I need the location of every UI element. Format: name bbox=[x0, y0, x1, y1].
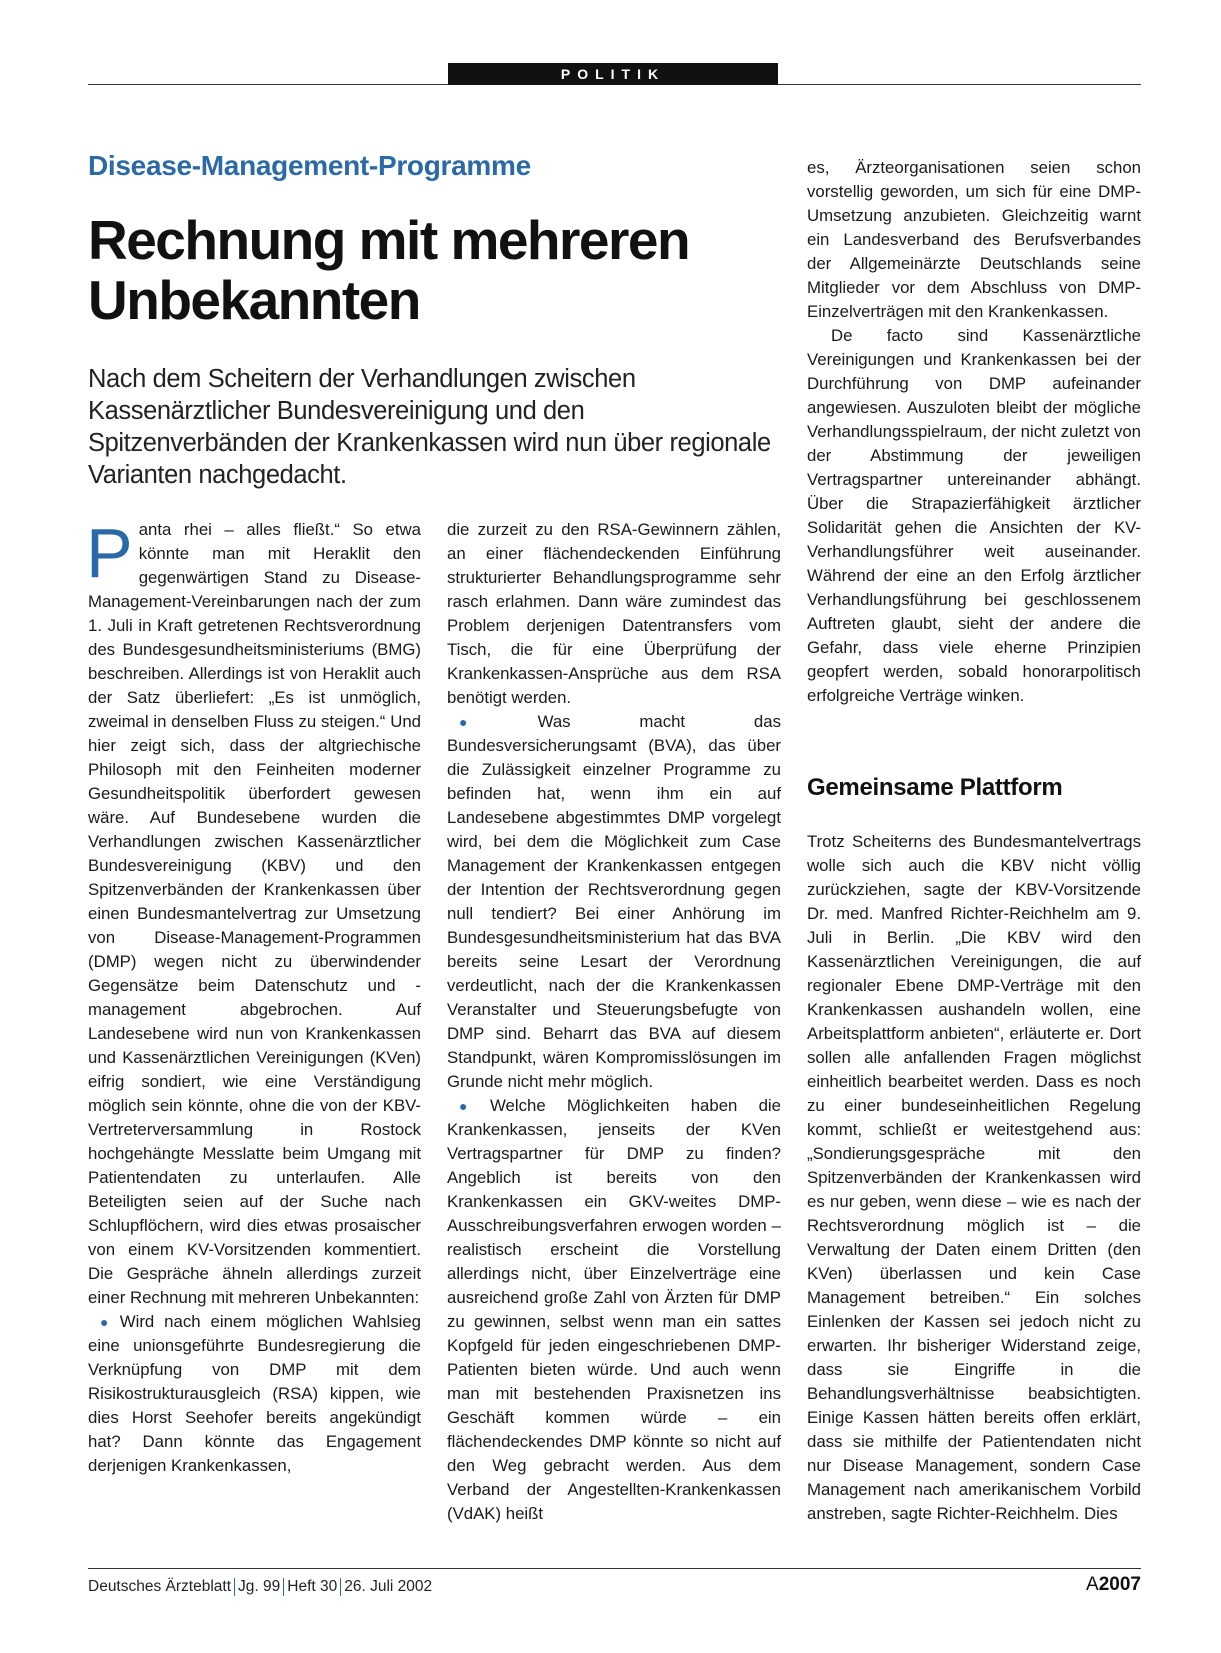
footer-rule bbox=[88, 1568, 1141, 1569]
volume: Jg. 99 bbox=[238, 1578, 281, 1596]
section-tag: POLITIK bbox=[448, 63, 778, 85]
paragraph-text: Wird nach einem möglichen Wahlsieg eine unionsgeführte Bundesregierung die Verknüpfung von DMP mit dem Risikostrukturausgleich (RSA) kippen, wie dies Horst Seehofer bereits angekündigt hat? Dann könnte das Engagement derjenigen Krankenkassen, bbox=[88, 1312, 421, 1475]
article-column-1 bbox=[86, 514, 421, 1478]
paragraph: De facto sind Kassenärztliche Vereinigungen und Krankenkassen bei der Durchführung von DMP aufeinander angewiesen. Auszuloten bleibt der mögliche Verhandlungsspielraum, der nicht zuletzt von der Abstimmung der jeweiligen Vertragspartner untereinander abhängt. Über die Strapazierfähigkeit ärztlicher Solidarität gehen die Ansichten der KV-Verhandlungsführer weit auseinander. Während der eine an den Erfolg ärztlicher Verhandlungsführung bei geschlossenem Auftreten glaubt, sieht der andere die Gefahr, dass viele eherne Prinzipien geopfert werden, sobald honorarpolitisch erfolgreiche Verträge winken. bbox=[807, 326, 1141, 705]
paragraph: Trotz Scheiterns des Bundesmantelvertrags wolle sich auch die KBV nicht völlig zurückziehen, sagte der KBV-Vorsitzende Dr. med. Manfred Richter-Reichhelm am 9. Juli in Berlin. „Die KBV wird den Kassenärztlichen Vereinigungen, die auf regionaler Ebene DMP-Verträge mit den Krankenkassen aushandeln wollen, eine Arbeitsplattform anbieten“, erläuterte er. Dort sollen alle anfallenden Fragen möglichst einheitlich bearbeitet werden. Dass es noch zu einer bundeseinheitlichen Regelung kommt, schließt er weitestgehend aus: „Sondierungsgespräche mit den Spitzenverbänden der Krankenkassen wird es nur geben, wenn diese – wie es nach der Rechtsverordnung möglich ist – die Verwaltung der Daten einem Dritten (den KVen) überlassen und kein Case Management betreiben.“ Ein solches Einlenken der Kassen sei jedoch nicht zu erwarten. Ihr bisheriger Widerstand zeige, dass sie Eingriffe in die Behandlungsverhältnisse beabsichtigten. Einige Kassen hätten bereits offen erklärt, dass sie mithilfe der Patientendaten nicht nur Disease Management, sondern Case Management nach amerikanischem Vorbild anstreben, sagte Richter-Reichhelm. Dies bbox=[807, 832, 1141, 1523]
paragraph bbox=[86, 514, 421, 1310]
bullet-paragraph bbox=[447, 1094, 781, 1526]
article-column-3-bottom bbox=[807, 830, 1141, 1526]
bullet-dot-icon: ● bbox=[100, 1314, 114, 1330]
page-number-value: 2007 bbox=[1098, 1574, 1141, 1595]
separator bbox=[234, 1578, 235, 1596]
bullet-dot-icon: ● bbox=[459, 1098, 485, 1114]
page-prefix: A bbox=[1086, 1574, 1099, 1595]
bullet-dot-icon: ● bbox=[459, 714, 532, 730]
article-lead: Nach dem Scheitern der Verhandlungen zwischen Kassenärztlicher Bundesvereinigung und den Spitzenverbänden der Krankenkassen wird nun über regionale Varianten nachgedacht. bbox=[88, 365, 771, 489]
paragraph-text: Welche Möglichkeiten haben die Krankenkassen, jenseits der KVen Vertragspartner für DMP zu finden? Angeblich ist bereits von den Krankenkassen ein GKV-weites DMP-Ausschreibungsverfahren erwogen worden – realistisch erscheint die Vorstellung allerdings nicht, über Einzelverträge eine ausreichend große Zahl von Ärzten für DMP zu gewinnen, selbst wenn man ein sattes Kopfgeld für jeden eingeschriebenen DMP-Patienten bieten würde. Und auch wenn man mit bestehenden Praxisnetzen ins Geschäft kommen würde – ein flächendeckendes DMP könnte so nicht auf den Weg gebracht werden. Aus dem Verband der Angestellten-Krankenkassen (VdAK) heißt bbox=[447, 1096, 781, 1523]
page-number bbox=[1086, 1574, 1141, 1596]
paragraph: es, Ärzteorganisationen seien schon vorstellig geworden, um sich für eine DMP-Umsetzung anzubieten. Gleichzeitig warnt ein Landesverband des Berufsverbandes der Allgemeinärzte Deutschlands seine Mitglieder vor dem Abschluss von DMP-Einzelverträgen mit den Krankenkassen. bbox=[807, 158, 1141, 321]
article-column-2 bbox=[447, 518, 781, 1526]
article-headline: Rechnung mit mehreren Unbekannten bbox=[88, 209, 690, 331]
article-column-3-top bbox=[807, 156, 1141, 708]
subheading: Gemeinsame Plattform bbox=[807, 774, 1063, 801]
separator bbox=[340, 1578, 341, 1596]
footer-citation bbox=[88, 1578, 432, 1596]
paragraph-text: anta rhei – alles fließt.“ So etwa könnte man mit Heraklit den gegenwärtigen Stand zu Disease-Management-Vereinbarungen nach der zum 1. Juli in Kraft getretenen Rechtsverordnung des Bundesgesundheitsministeriums (BMG) beschreiben. Allerdings ist von Heraklit auch der Satz überliefert: „Es ist unmöglich, zweimal in denselben Fluss zu steigen.“ Und hier zeigt sich, dass der altgriechische Philosoph mit den Feinheiten moderner Gesundheitspolitik überfordert gewesen wäre. Auf Bundesebene wurden die Verhandlungen zwischen Kassenärztlicher Bundesvereinigung (KBV) und den Spitzenverbänden der Krankenkassen über einen Bundesmantelvertrag zur Umsetzung von Disease-Management-Programmen (DMP) wegen nicht zu überwindender Gegensätze beim Datenschutz und -management abgebrochen. Auf Landesebene wird nun von Krankenkassen und Kassenärztlichen Vereinigungen (KVen) eifrig sondiert, wie eine Verständigung möglich sein könnte, ohne die von der KBV-Vertreterversammlung in Rostock hochgehängte Messlatte beim Umgang mit Patientendaten zu unterlaufen. Alle Beteiligten seien auf der Suche nach Schlupflöchern, wird dies etwas prosaischer von einem KV-Vorsitzenden kommentiert. Die Gespräche ähneln allerdings zurzeit einer Rechnung mit mehreren Unbekannten: bbox=[88, 520, 421, 1307]
bullet-paragraph bbox=[447, 710, 781, 1094]
paragraph-text: Was macht das Bundesversicherungsamt (BVA), das über die Zulässigkeit einzelner Programme zu befinden hat, wenn ihm ein auf Landesebene abgestimmtes DMP vorgelegt wird, bei dem die Möglichkeit zum Case Management der Krankenkassen entgegen der Intention der Rechtsverordnung gegen null tendiert? Bei einer Anhörung im Bundesgesundheitsministerium hat das BVA bereits seine Lesart der Verordnung verdeutlicht, nach der die Krankenkassen Veranstalter und Steuerungsbefugte von DMP sind. Beharrt das BVA auf diesem Standpunkt, wären Kompromisslösungen im Grunde nicht mehr möglich. bbox=[447, 712, 781, 1091]
article-kicker: Disease-Management-Programme bbox=[88, 150, 531, 181]
separator bbox=[283, 1578, 284, 1596]
drop-cap: P bbox=[86, 514, 133, 592]
bullet-paragraph bbox=[88, 1310, 421, 1478]
issue-date: 26. Juli 2002 bbox=[344, 1578, 433, 1596]
journal-name: Deutsches Ärzteblatt bbox=[88, 1578, 232, 1596]
issue: Heft 30 bbox=[287, 1578, 338, 1596]
paragraph: die zurzeit zu den RSA-Gewinnern zählen, an einer flächendeckenden Einführung strukturierter Behandlungsprogramme sehr rasch erlahmen. Dann wäre zumindest das Problem derjenigen Datentransfers vom Tisch, die für eine Überprüfung der Krankenkassen-Ansprüche aus dem RSA benötigt werden. bbox=[447, 520, 781, 707]
